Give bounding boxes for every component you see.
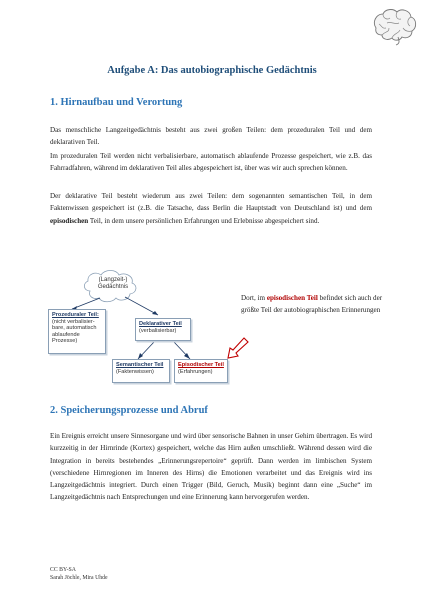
declarative-description: (verbalisierbar) — [139, 327, 177, 334]
procedural-box — [48, 309, 106, 354]
license-text: CC BY-SA — [50, 567, 76, 573]
procedural-title: Prozeduraler Teil: — [52, 312, 99, 318]
section-2-paragraph: Ein Ereignis erreicht unsere Sinnesorgane und wird über sensorische Bahnen in unser Gehirn übertragen. Es wird kurzzeitig in der Hirnrinde (Kortex) gespeichert, welche das Hirn außen umschließt. Während dessen wird die Integration in bereits bestehendes „Erinnerungsrepertoire“ geprüft. Dann werden im limbischen System (verschiedene Hirnregionen im Inneren des Hirns) die Emotionen verarbeitet und das Ereignis wird ins Langzeitgedächtnis integriert. Durch einen Trigger (Bild, Geruch, Musik) beginnt dann eine „Suche“ im Langzeitgedächtnis nach Entsprechungen und eine Erinnerung kann hervorgerufen werden. — [50, 432, 372, 502]
side-note-highlight: episodischen Teil — [266, 294, 318, 302]
episodic-emphasis: episodischen — [50, 216, 89, 225]
semantic-description: (Faktenwissen) — [116, 368, 154, 375]
section-2-title: 2. Speicherungsprozesse und Abruf — [50, 405, 208, 416]
page-title: Aufgabe A: Das autobiographische Gedächtnis — [107, 65, 317, 76]
side-note: Dort, im episodischen Teil befindet sich auch der größte Teil der autobiographischen Erinnerungen — [241, 294, 383, 315]
declarative-box — [135, 318, 191, 341]
memory-cloud-label: (Langzeit-) Gedächtnis — [97, 277, 129, 290]
highlight-arrow-icon — [224, 335, 250, 361]
semantic-box — [112, 359, 170, 383]
section-1-title: 1. Hirnaufbau und Verortung — [50, 97, 183, 108]
section-1-paragraph-3: Der deklarative Teil besteht wiederum aus zwei Teilen: dem sogenannten semantischen Teil, in dem Faktenwissen gespeichert ist (z.B. die Tatsache, dass Berlin die Hauptstadt von Deutschland ist) und dem episodischen Teil, in dem unsere persönlichen Erfahrungen und Erlebnisse abgespeichert sind. — [50, 192, 372, 225]
semantic-title: Semantischer Teil — [116, 362, 164, 368]
procedural-description: (nicht verbalisier-bare, automatisch ablaufende Prozesse) — [52, 318, 97, 344]
section-1-paragraph-2: Im prozeduralen Teil werden nicht verbalisierbare, automatisch ablaufende Prozesse gespeichert, wie z.B. das Fahrradfahren, während im deklarativen Teil alles abgespeichert ist, über was wir auch sprechen können. — [50, 152, 372, 173]
footer — [50, 567, 108, 582]
declarative-title: Deklarativer Teil — [139, 321, 182, 327]
episodic-description: (Erfahrungen) — [178, 368, 213, 375]
authors-text: Sarah Jöchle, Mira Uhde — [50, 574, 108, 581]
episodic-box — [174, 359, 228, 383]
episodic-title: Episodischer Teil — [178, 362, 224, 368]
brain-icon — [370, 6, 418, 46]
section-1-paragraph-1: Das menschliche Langzeitgedächtnis besteht aus zwei großen Teilen: dem prozeduralen Teil und dem deklarativen Teil. — [50, 126, 372, 147]
